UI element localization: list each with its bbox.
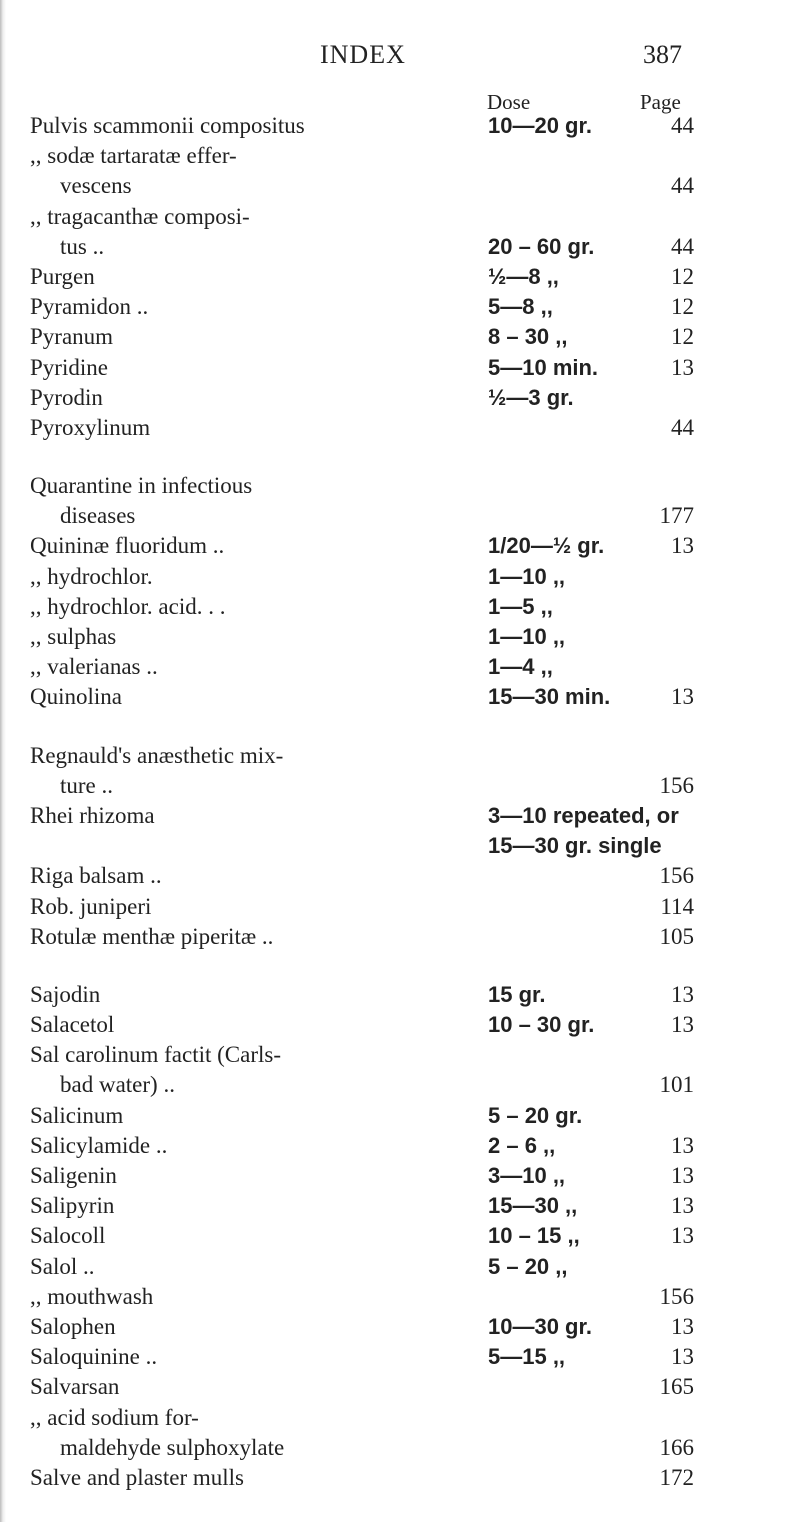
- index-entry-row: [0, 1435, 800, 1465]
- entry-page: 114: [660, 893, 694, 919]
- entry-dose: 1—10 ,,: [488, 624, 566, 649]
- index-entry-row: [0, 1344, 800, 1374]
- index-entry-row: [0, 1254, 800, 1284]
- entry-dose: ½—3 gr.: [488, 384, 574, 410]
- entry-page: 44: [671, 113, 694, 138]
- entry-dose: 5—10 min.: [488, 354, 599, 380]
- index-entry-row: [0, 594, 800, 624]
- entry-page: 44: [671, 173, 694, 199]
- entry-label: Quininæ fluoridum ..: [30, 533, 225, 559]
- page-column-header: Page: [640, 90, 681, 114]
- entry-dose: 10 – 15 ,,: [488, 1223, 580, 1249]
- index-entry-row: [0, 773, 800, 803]
- entry-dose: 8 – 30 ,,: [488, 324, 568, 350]
- index-entry-row: [0, 113, 800, 143]
- entry-page: 105: [659, 923, 694, 949]
- entry-page: 13: [671, 1132, 694, 1158]
- entry-dose: 15—30 ,,: [488, 1193, 578, 1219]
- entry-label: tus ..: [60, 233, 105, 259]
- index-entry-row: [0, 833, 800, 863]
- entry-dose: 15 gr.: [488, 981, 546, 1007]
- index-entry-row: [0, 1405, 800, 1435]
- entry-page: 44: [671, 233, 694, 259]
- index-entry-row: [0, 624, 800, 654]
- entry-dose: 1/20—½ gr.: [488, 533, 605, 559]
- entry-label: Salipyrin: [30, 1193, 115, 1219]
- index-entry-row: [0, 1042, 800, 1072]
- index-entry-row: [0, 1163, 800, 1193]
- dose-column-header: Dose: [487, 90, 531, 114]
- entry-dose: 5 – 20 ,,: [488, 1253, 568, 1279]
- entry-label: Salicylamide ..: [30, 1132, 168, 1158]
- index-entry-row: [0, 654, 800, 684]
- index-entry-row: [0, 982, 800, 1012]
- entry-dose: 10—30 gr.: [488, 1313, 592, 1339]
- entry-label: Sajodin: [30, 981, 101, 1007]
- index-entry-row: [0, 503, 800, 533]
- entry-label: Pulvis scammonii compositus: [30, 113, 305, 138]
- index-entry-row: [0, 533, 800, 563]
- entry-page: 13: [671, 981, 694, 1007]
- entry-label: vescens: [60, 173, 132, 199]
- index-entry-row: [0, 894, 800, 924]
- index-entries: [0, 113, 800, 1495]
- index-entry-row: [0, 1284, 800, 1314]
- index-entry-row: [0, 355, 800, 385]
- index-entry-row: [0, 1133, 800, 1163]
- entry-dose: 3—10 repeated, or: [488, 802, 679, 828]
- entry-dose: 1—10 ,,: [488, 563, 566, 589]
- entry-label: Rob. juniperi: [30, 893, 152, 919]
- entry-label: Pyridine: [30, 354, 108, 380]
- index-entry-row: [0, 324, 800, 354]
- entry-page: 13: [671, 1163, 694, 1188]
- index-entry-row: [0, 1223, 800, 1253]
- entry-dose: 15—30 gr. single: [488, 833, 662, 859]
- entry-page: 156: [659, 1283, 694, 1309]
- entry-page: 166: [659, 1434, 694, 1460]
- index-entry-row: [0, 684, 800, 714]
- entry-page: 13: [671, 1344, 694, 1370]
- entry-dose: 5—8 ,,: [488, 294, 553, 320]
- entry-label: ,, tragacanthæ composi-: [30, 203, 250, 229]
- index-entry-row: [0, 1374, 800, 1404]
- entry-page: 101: [659, 1072, 694, 1098]
- index-entry-row: [0, 1103, 800, 1133]
- page-header: [0, 40, 800, 80]
- entry-page: 12: [671, 324, 694, 350]
- index-entry-row: [0, 473, 800, 503]
- index-entry-row: [0, 385, 800, 415]
- entry-dose: 5 – 20 gr.: [488, 1102, 583, 1128]
- index-entry-row: [0, 204, 800, 234]
- index-entry-row: [0, 445, 800, 473]
- entry-label: Saligenin: [30, 1163, 117, 1188]
- index-entry-row: [0, 924, 800, 954]
- index-entry-row: [0, 264, 800, 294]
- entry-label: ,, sulphas: [30, 624, 117, 649]
- entry-dose: 2 – 6 ,,: [488, 1132, 556, 1158]
- entry-label: Pyramidon ..: [30, 294, 149, 320]
- index-entry-row: [0, 1193, 800, 1223]
- entry-page: 13: [671, 1193, 694, 1219]
- entry-page: 44: [671, 414, 694, 440]
- entry-page: 13: [671, 354, 694, 380]
- entry-label: Salicinum: [30, 1102, 124, 1128]
- entry-page: 177: [659, 503, 694, 529]
- entry-label: Purgen: [30, 263, 95, 289]
- entry-label: ,, acid sodium for-: [30, 1404, 199, 1430]
- entry-label: Rhei rhizoma: [30, 802, 155, 828]
- entry-page: 13: [671, 533, 694, 559]
- entry-page: 156: [659, 772, 694, 798]
- entry-label: ,, mouthwash: [30, 1283, 154, 1309]
- index-entry-row: [0, 803, 800, 833]
- entry-label: Salol ..: [30, 1253, 95, 1279]
- entry-page: 13: [671, 1012, 694, 1038]
- entry-label: Quarantine in infectious: [30, 473, 253, 499]
- index-entry-row: [0, 143, 800, 173]
- entry-label: Salvarsan: [30, 1374, 120, 1400]
- entry-label: Sal carolinum factit (Carls-: [30, 1042, 282, 1068]
- entry-dose: 10 – 30 gr.: [488, 1012, 595, 1038]
- entry-page: 13: [671, 1223, 694, 1249]
- index-entry-row: [0, 954, 800, 982]
- index-entry-row: [0, 863, 800, 893]
- index-entry-row: [0, 564, 800, 594]
- entry-dose: 1—4 ,,: [488, 654, 553, 680]
- entry-dose: 5—15 ,,: [488, 1344, 566, 1370]
- entry-label: ,, hydrochlor. acid. . .: [30, 593, 226, 619]
- entry-label: Pyranum: [30, 324, 114, 350]
- index-entry-row: [0, 1314, 800, 1344]
- running-title: INDEX: [320, 40, 406, 69]
- entry-dose: 10—20 gr.: [488, 113, 592, 138]
- index-entry-row: [0, 415, 800, 445]
- index-entry-row: [0, 1012, 800, 1042]
- entry-label: ,, sodæ tartaratæ effer-: [30, 143, 237, 169]
- index-entry-row: [0, 743, 800, 773]
- entry-page: 172: [659, 1464, 694, 1490]
- index-entry-row: [0, 1072, 800, 1102]
- index-entry-row: [0, 173, 800, 203]
- index-entry-row: [0, 1465, 800, 1495]
- entry-dose: ½—8 ,,: [488, 263, 559, 289]
- entry-label: bad water) ..: [60, 1072, 175, 1098]
- entry-label: Salacetol: [30, 1012, 115, 1038]
- entry-page: 13: [671, 684, 694, 710]
- entry-label: ture ..: [60, 772, 114, 798]
- entry-label: Salophen: [30, 1313, 116, 1339]
- entry-label: Regnauld's anæsthetic mix-: [30, 742, 284, 768]
- entry-dose: 20 – 60 gr.: [488, 233, 595, 259]
- entry-page: 156: [659, 863, 694, 889]
- entry-page: 12: [671, 263, 694, 289]
- index-entry-row: [0, 294, 800, 324]
- entry-page: 165: [659, 1374, 694, 1400]
- entry-label: ,, valerianas ..: [30, 654, 158, 680]
- entry-label: maldehyde sulphoxylate: [60, 1434, 285, 1460]
- entry-label: Pyrodin: [30, 384, 103, 410]
- entry-label: ,, hydrochlor.: [30, 563, 153, 589]
- entry-page: 13: [671, 1313, 694, 1339]
- entry-dose: 1—5 ,,: [488, 593, 553, 619]
- entry-label: diseases: [60, 503, 136, 529]
- entry-label: Riga balsam ..: [30, 863, 162, 889]
- index-entry-row: [0, 234, 800, 264]
- index-entry-row: [0, 715, 800, 743]
- entry-label: Rotulæ menthæ piperitæ ..: [30, 923, 274, 949]
- entry-label: Saloquinine ..: [30, 1344, 158, 1370]
- page-number: 387: [643, 40, 682, 69]
- entry-label: Salocoll: [30, 1223, 106, 1249]
- entry-label: Quinolina: [30, 684, 122, 710]
- entry-label: Pyroxylinum: [30, 414, 151, 440]
- entry-dose: 15—30 min.: [488, 684, 611, 710]
- entry-page: 12: [671, 294, 694, 320]
- entry-dose: 3—10 ,,: [488, 1163, 566, 1188]
- entry-label: Salve and plaster mulls: [30, 1464, 244, 1490]
